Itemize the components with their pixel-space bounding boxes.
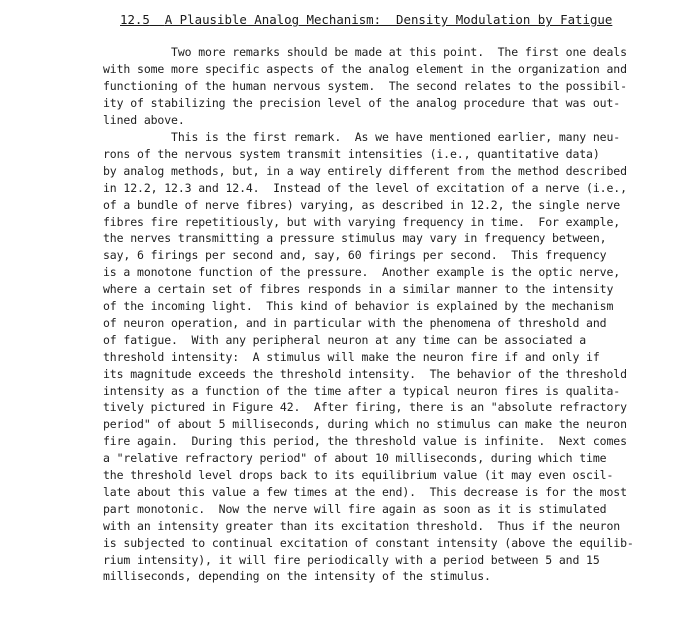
text-line: with some more specific aspects of the analog element in the organization and — [103, 61, 627, 76]
text-line: part monotonic. Now the nerve will fire again as soon as it is stimulated — [103, 501, 607, 516]
text-line: ity of stabilizing the precision level of the analog procedure that was out- — [103, 95, 621, 110]
text-line: lined above. — [103, 112, 185, 127]
text-line: fire again. During this period, the threshold value is infinite. Next comes — [103, 434, 627, 449]
text-line: of fatigue. With any peripheral neuron at any time can be associated a — [103, 332, 587, 347]
text-line: This is the first remark. As we have mentioned earlier, many neu- — [103, 130, 621, 144]
section-number: 12.5 — [120, 12, 150, 27]
text-line: rons of the nervous system transmit intensities (i.e., quantitative data) — [103, 146, 600, 161]
text-line: its magnitude exceeds the threshold intensity. The behavior of the threshold — [103, 366, 627, 381]
text-line: the nerves transmitting a pressure stimulus may vary in frequency between, — [103, 231, 607, 246]
text-line: the threshold level drops back to its equilibrium value (it may even oscil- — [103, 468, 614, 482]
text-line: of neuron operation, and in particular with the phenomena of threshold and — [103, 315, 607, 330]
text-line: period" of about 5 milliseconds, during which no stimulus can make the neuron — [103, 417, 627, 432]
text-line: functioning of the human nervous system. The second relates to the possibil- — [103, 78, 627, 93]
text-line: fibres fire repetitiously, but with varying frequency in time. For example, — [103, 214, 621, 229]
text-line: in 12.2, 12.3 and 12.4. Instead of the level of excitation of a nerve (i.e., — [103, 180, 627, 195]
section-title: A Plausible Analog Mechanism: Density Modulation by Fatigue — [164, 12, 613, 27]
text-line: intensity as a function of the time after a typical neuron fires is qualita- — [103, 383, 621, 398]
text-line: of the incoming light. This kind of behavior is explained by the mechanism — [103, 299, 614, 313]
text-line: by analog methods, but, in a way entirely different from the method described — [103, 163, 627, 178]
text-line: where a certain set of fibres responds in a similar manner to the intensity — [103, 282, 614, 297]
text-line: a "relative refractory period" of about 10 milliseconds, during which time — [103, 451, 607, 466]
text-line: late about this value a few times at the end). This decrease is for the most — [103, 484, 627, 499]
text-line: Two more remarks should be made at this point. The first one deals — [103, 45, 627, 59]
text-line: rium intensity), it will fire periodically with a period between 5 and 15 — [103, 552, 600, 567]
section-heading — [120, 12, 612, 28]
text-line: is subjected to continual excitation of constant intensity (above the equilib- — [103, 535, 634, 550]
text-line: milliseconds, depending on the intensity of the stimulus. — [103, 569, 491, 584]
text-line: tively pictured in Figure 42. After firing, there is an "absolute refractory — [103, 400, 627, 415]
text-line: with an intensity greater than its excitation threshold. Thus if the neuron — [103, 518, 621, 533]
text-line: threshold intensity: A stimulus will make the neuron fire if and only if — [103, 349, 600, 364]
text-line: of a bundle of nerve fibres) varying, as described in 12.2, the single nerve — [103, 197, 621, 212]
text-line: say, 6 firings per second and, say, 60 firings per second. This frequency — [103, 248, 607, 263]
text-line: is a monotone function of the pressure. Another example is the optic nerve, — [103, 265, 621, 280]
